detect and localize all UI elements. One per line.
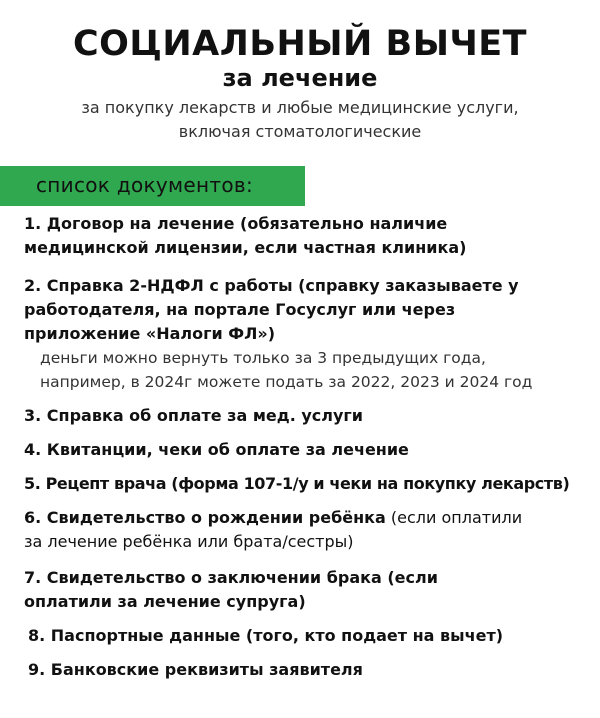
list-item-bold: 6. Свидетельство о рождении ребёнка (24, 508, 386, 527)
list-item-line: медицинской лицензии, если частная клиника) (24, 238, 467, 257)
list-item-line (24, 506, 584, 530)
documents-banner (0, 166, 305, 206)
list-item-line: за лечение ребёнка или брата/сестры) (24, 532, 354, 551)
list-item-3 (24, 404, 584, 428)
list-item-line: 7. Свидетельство о заключении брака (если (24, 568, 438, 587)
documents-banner-label: список документов: (36, 173, 254, 197)
list-item-line: 4. Квитанции, чеки об оплате за лечение (24, 440, 409, 459)
note-line: деньги можно вернуть только за 3 предыдущих года, (40, 349, 486, 367)
list-item-line: работодателя, на портале Госуслуг или через (24, 300, 456, 319)
list-item-9 (28, 658, 588, 682)
list-item-2 (24, 274, 584, 346)
list-item-7 (24, 566, 584, 614)
list-item-line: 8. Паспортные данные (того, кто подает на вычет) (28, 626, 504, 645)
list-item-line: 1. Договор на лечение (обязательно наличие (24, 214, 448, 233)
list-item-rest: (если оплатили (385, 508, 523, 527)
description-line: за покупку лекарств и любые медицинские услуги, (81, 98, 519, 117)
description (0, 96, 600, 144)
list-item-4 (24, 438, 584, 462)
list-item-line: 2. Справка 2-НДФЛ с работы (справку заказываете у (24, 276, 519, 295)
list-item-line: 3. Справка об оплате за мед. услуги (24, 406, 363, 425)
list-item-1 (24, 212, 584, 260)
page-subtitle: за лечение (222, 64, 378, 92)
list-item-line: 9. Банковские реквизиты заявителя (28, 660, 363, 679)
list-item-8 (28, 624, 588, 648)
list-item-5 (24, 472, 584, 496)
list-item-line: приложение «Налоги ФЛ») (24, 324, 276, 343)
refund-note (40, 346, 590, 394)
list-item-6 (24, 506, 584, 554)
page-title: СОЦИАЛЬНЫЙ ВЫЧЕТ (72, 24, 528, 64)
note-line: например, в 2024г можете подать за 2022, 2023 и 2024 год (40, 373, 533, 391)
list-item-line: 5. Рецепт врача (форма 107-1/у и чеки на покупку лекарств) (24, 474, 570, 493)
list-item-line: оплатили за лечение супруга) (24, 592, 306, 611)
description-line: включая стоматологические (178, 122, 422, 141)
